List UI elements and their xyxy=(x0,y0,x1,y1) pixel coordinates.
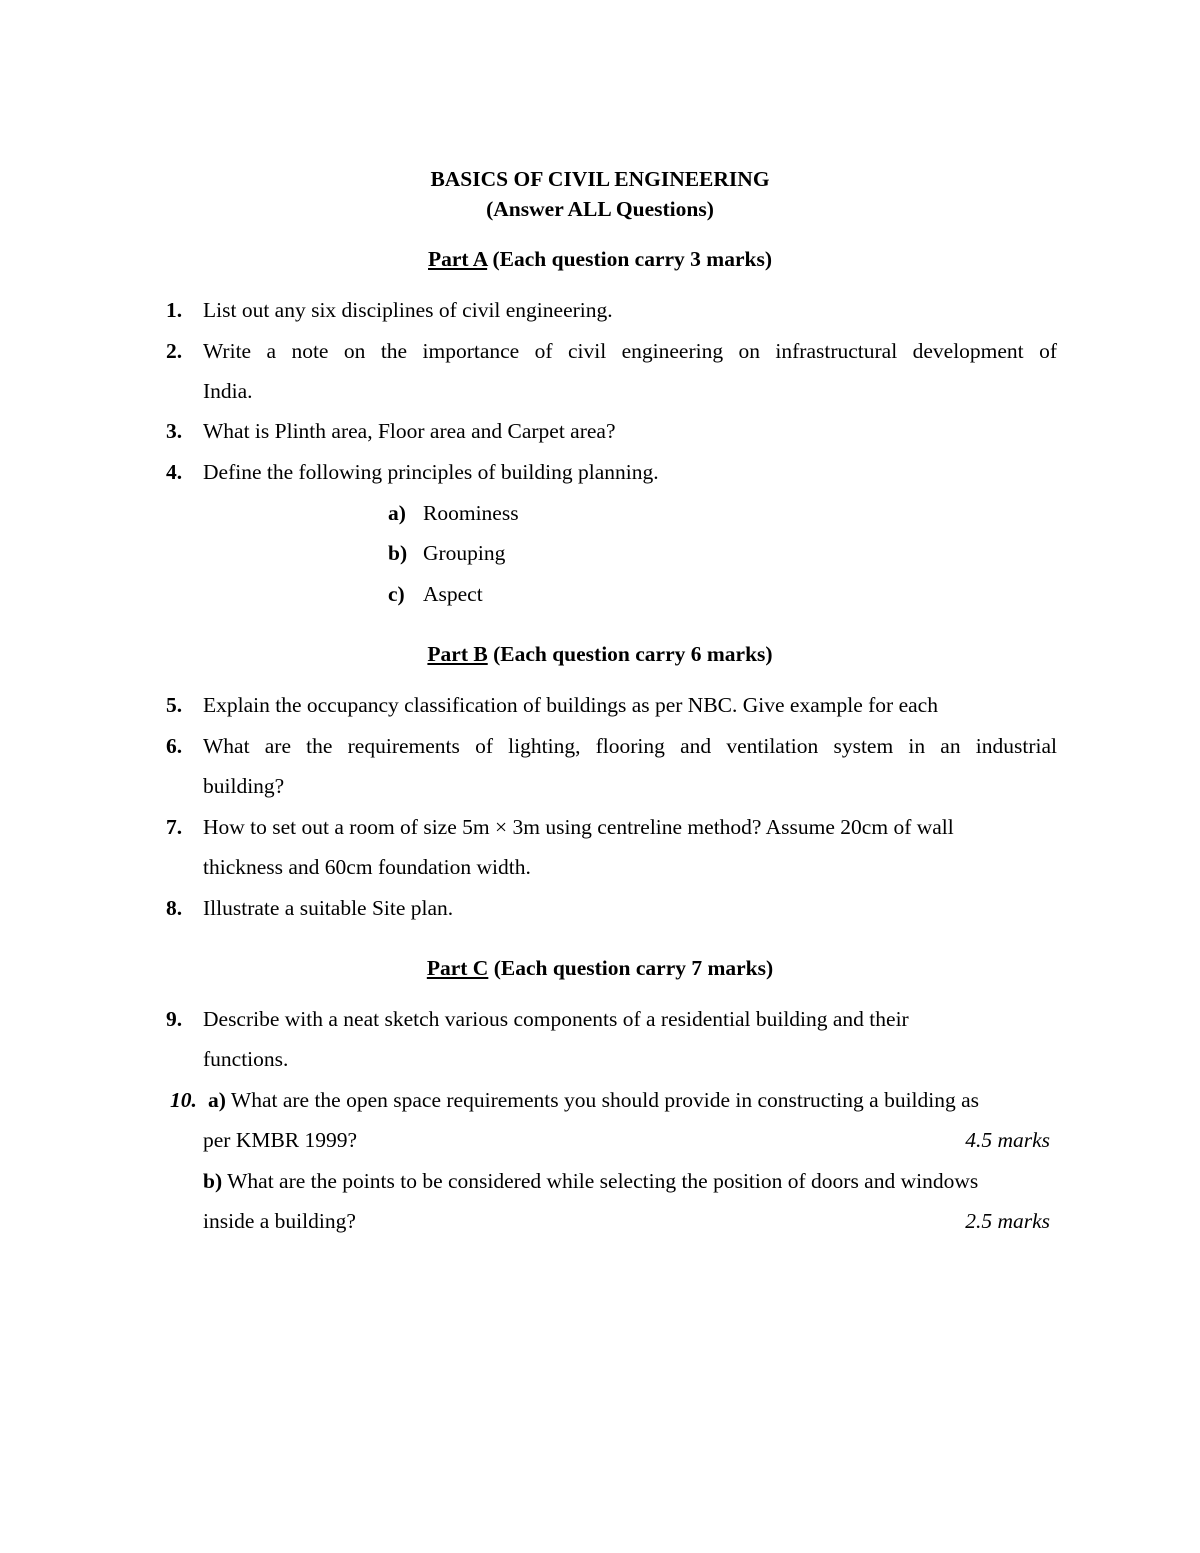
question-text: building? xyxy=(203,774,285,798)
part-c-label: Part C xyxy=(426,956,489,980)
question-text: Define the following principles of building planning. xyxy=(203,460,659,484)
question-text: How to set out a room of size 5m × 3m using centreline method? Assume 20cm of wall xyxy=(203,815,954,839)
question-text: What is Plinth area, Floor area and Carpet area? xyxy=(203,419,616,443)
sub-item-label: b) xyxy=(203,1169,223,1193)
sub-item-text: Aspect xyxy=(423,582,483,606)
sub-item-label: c) xyxy=(388,582,405,606)
question-number: 7. xyxy=(166,815,183,839)
question-text: thickness and 60cm foundation width. xyxy=(203,855,531,879)
question-number: 10. xyxy=(170,1088,197,1112)
part-c-note: (Each question carry 7 marks) xyxy=(488,956,774,980)
question-number: 3. xyxy=(166,419,183,443)
part-b-note: (Each question carry 6 marks) xyxy=(487,642,773,666)
part-b-heading xyxy=(0,644,1200,666)
question-number: 2. xyxy=(166,339,183,363)
paper-instruction: (Answer ALL Questions) xyxy=(486,197,714,221)
marks-label: 4.5 marks xyxy=(965,1128,1050,1152)
question-number: 1. xyxy=(166,298,183,322)
question-number: 8. xyxy=(166,896,183,920)
question-text: functions. xyxy=(203,1047,289,1071)
marks-label: 2.5 marks xyxy=(965,1209,1050,1233)
part-a-label: Part A xyxy=(428,247,488,271)
question-number: 9. xyxy=(166,1007,183,1031)
question-text xyxy=(208,1090,1053,1112)
part-a-heading xyxy=(0,249,1200,271)
sub-item-label: b) xyxy=(388,541,408,565)
sub-item-text: Grouping xyxy=(423,541,506,565)
question-text: What are the requirements of lighting, flooring and ventilation system in an industrial xyxy=(203,734,1057,758)
question-text: Explain the occupancy classification of buildings as per NBC. Give example for each xyxy=(203,693,938,717)
part-c-heading xyxy=(0,958,1200,980)
sub-item-label: a) xyxy=(388,501,406,525)
question-text: Illustrate a suitable Site plan. xyxy=(203,896,454,920)
question-text: inside a building? xyxy=(203,1209,356,1233)
question-number: 6. xyxy=(166,734,183,758)
sub-item-label: a) xyxy=(208,1088,226,1112)
sub-item-text: Roominess xyxy=(423,501,519,525)
question-text: Describe with a neat sketch various components of a residential building and their xyxy=(203,1007,909,1031)
part-a-note: (Each question carry 3 marks) xyxy=(487,247,772,271)
paper-title: BASICS OF CIVIL ENGINEERING xyxy=(430,167,770,191)
question-text: Write a note on the importance of civil engineering on infrastructural development of xyxy=(203,339,1057,363)
part-b-label: Part B xyxy=(427,642,488,666)
question-number: 4. xyxy=(166,460,183,484)
question-text: India. xyxy=(203,379,253,403)
question-text: per KMBR 1999? xyxy=(203,1128,358,1152)
question-text: List out any six disciplines of civil engineering. xyxy=(203,298,613,322)
sub-item-text: What are the open space requirements you should provide in constructing a building as xyxy=(225,1088,980,1112)
question-text xyxy=(203,1171,1057,1193)
question-number: 5. xyxy=(166,693,183,717)
sub-item-text: What are the points to be considered while selecting the position of doors and windows xyxy=(222,1169,979,1193)
